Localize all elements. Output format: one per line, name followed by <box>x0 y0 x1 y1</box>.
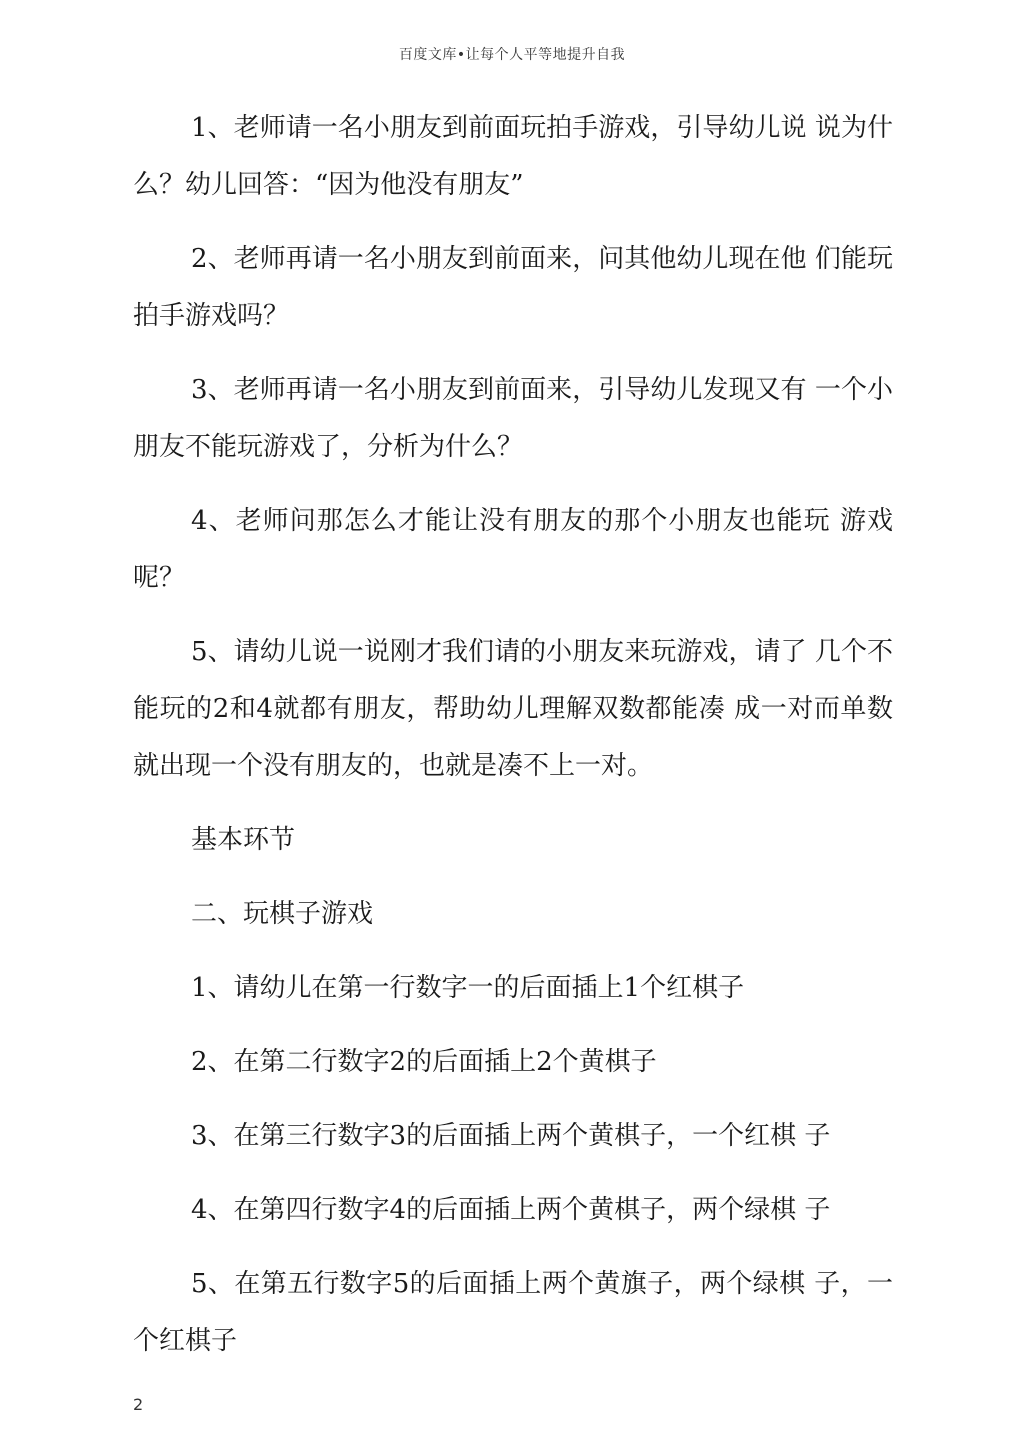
chess-step-3: 3、在第三行数字3的后面插上两个黄棋子，一个红棋 子 <box>191 1121 831 1151</box>
section-heading-chess-game: 二、玩棋子游戏 <box>191 899 374 929</box>
page-header: 百度文库•让每个人平等地提升自我 <box>398 47 626 63</box>
paragraph-step-3: 3、老师再请一名小朋友到前面来，引导幼儿发现又有 一个小朋友不能玩游戏了，分析为什么？ <box>133 375 893 462</box>
chess-step-5: 5、在第五行数字5的后面插上两个黄旗子，两个绿棋 子，一个红棋子 <box>133 1269 893 1356</box>
chess-step-2: 2、在第二行数字2的后面插上2个黄棋子 <box>191 1047 657 1077</box>
chess-step-4: 4、在第四行数字4的后面插上两个黄棋子，两个绿棋 子 <box>191 1195 831 1225</box>
paragraph-step-5: 5、请幼儿说一说刚才我们请的小朋友来玩游戏，请了 几个不能玩的2和4就都有朋友，帮助幼儿理解双数都能凑 成一对而单数就出现一个没有朋友的，也就是凑不上一对。 <box>133 637 893 781</box>
paragraph-step-2: 2、老师再请一名小朋友到前面来，问其他幼儿现在他 们能玩拍手游戏吗？ <box>133 244 893 331</box>
chess-step-1: 1、请幼儿在第一行数字一的后面插上1个红棋子 <box>191 973 745 1003</box>
section-heading-basic: 基本环节 <box>191 825 296 855</box>
page-number: 2 <box>133 1395 144 1414</box>
paragraph-step-4: 4、老师问那怎么才能让没有朋友的那个小朋友也能玩 游戏呢？ <box>133 506 893 593</box>
document-body <box>133 100 893 1387</box>
paragraph-step-1: 1、老师请一名小朋友到前面玩拍手游戏，引导幼儿说 说为什么？幼儿回答：“因为他没有朋友” <box>133 113 893 200</box>
